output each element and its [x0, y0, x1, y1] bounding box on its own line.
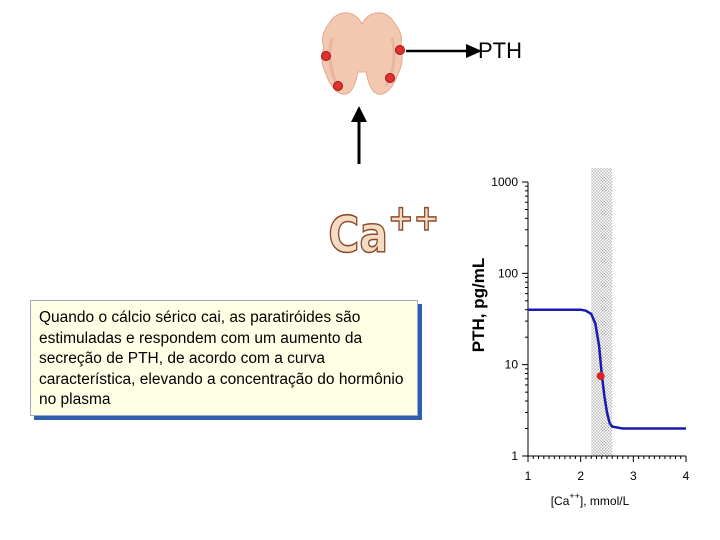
x-axis-label-superscript: ++: [569, 491, 580, 501]
y-tick-label: 1000: [491, 175, 518, 189]
x-tick-label: 2: [577, 469, 585, 483]
x-tick-label: 1: [524, 469, 532, 483]
setpoint-marker: [597, 372, 605, 380]
pth-label: PTH: [478, 38, 522, 63]
parathyroid-dot: [322, 52, 331, 61]
y-tick-label: 1: [511, 449, 518, 463]
secretion-arrow: [404, 38, 484, 64]
y-axis-label: PTH, pg/mL: [469, 257, 488, 353]
calcium-symbol: Ca: [328, 205, 389, 264]
x-axis-label-base: [Ca: [550, 494, 570, 508]
calcium-stimulus-arrow: [348, 104, 370, 166]
parathyroid-gland-illustration: [312, 8, 412, 100]
parathyroid-dot: [334, 82, 343, 91]
svg-text:Ca++: [328, 197, 439, 264]
y-tick-label: 10: [504, 357, 518, 372]
x-axis-label-tail: ], mmol/L: [579, 494, 630, 508]
x-axis-label: [551, 491, 630, 508]
x-tick-label: 4: [682, 469, 690, 483]
x-tick-label: 3: [629, 469, 637, 483]
pth-calcium-chart: [440, 160, 720, 520]
calcium-charge: ++: [388, 196, 440, 239]
y-tick-label: 100: [497, 266, 518, 281]
calcium-ion-label: [318, 196, 440, 266]
explanation-text: Quando o cálcio sérico cai, as paratiróides são estimuladas e respondem com um aumento da secreção de PTH, de acordo com a curva característica, elevando a concentração do hormônio no plasma: [39, 309, 404, 408]
parathyroid-dot: [386, 74, 395, 83]
normal-range-band: [591, 168, 612, 456]
explanation-note: [30, 300, 418, 416]
